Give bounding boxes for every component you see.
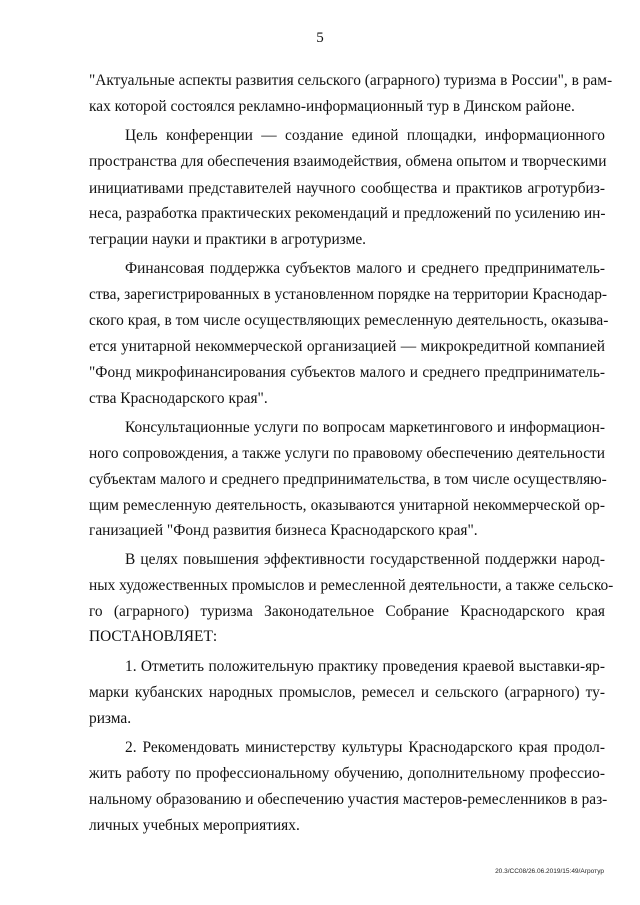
- text-line: пространства для обеспечения взаимодействия, обмена опытом и творческими: [89, 153, 607, 170]
- page-number: 5: [316, 30, 324, 46]
- text-line: ризма.: [89, 710, 132, 727]
- text-line: личных учебных мероприятиях.: [89, 817, 300, 834]
- text-line: В целях повышения эффективности государственной поддержки народ-: [125, 551, 605, 568]
- text-line: ского края, в том числе осуществляющих ремесленную деятельность, оказыва-: [89, 312, 609, 329]
- text-line: ства, зарегистрированных в установленном порядке на территории Краснодар-: [89, 286, 608, 303]
- text-line: ства Краснодарского края".: [89, 390, 268, 407]
- text-line: ПОСТАНОВЛЯЕТ:: [89, 628, 218, 645]
- text-line: Финансовая поддержка субъектов малого и среднего предприниматель-: [125, 260, 605, 277]
- text-line: ного сопровождения, а также услуги по правовому обеспечению деятельности: [89, 445, 605, 462]
- text-line: "Фонд микрофинансирования субъектов малого и среднего предприниматель-: [89, 364, 605, 381]
- text-line: 2. Рекомендовать министерству культуры Краснодарского края продол-: [125, 739, 605, 756]
- text-line: марки кубанских народных промыслов, ремесел и сельского (аграрного) ту-: [89, 684, 605, 701]
- text-line: инициативами представителей научного сообщества и практиков агротурбиз-: [89, 180, 605, 197]
- text-line: ных художественных промыслов и ремесленной деятельности, а также сельско-: [89, 577, 614, 594]
- text-line: го (аграрного) туризма Законодательное Собрание Краснодарского края: [89, 603, 605, 620]
- text-line: 1. Отметить положительную практику проведения краевой выставки-яр-: [125, 658, 605, 675]
- footer-code: 20.3/СС08/26.06.2019/15:49/Агротур: [495, 868, 604, 875]
- text-line: нальному образованию и обеспечению участия мастеров-ремесленников в раз-: [89, 791, 608, 808]
- text-line: Цель конференции — создание единой площадки, информационного: [125, 127, 605, 144]
- text-line: ется унитарной некоммерческой организацией — микрокредитной компанией: [89, 338, 605, 355]
- text-line: неса, разработка практических рекомендаций и предложений по усилению ин-: [89, 205, 606, 222]
- text-line: субъектам малого и среднего предпринимательства, в том числе осуществляю-: [89, 471, 607, 488]
- text-line: жить работу по профессиональному обучению, дополнительному профессио-: [89, 765, 605, 782]
- text-line: Консультационные услуги по вопросам маркетингового и информацион-: [125, 419, 605, 436]
- text-line: щим ремесленную деятельность, оказываются унитарной некоммерческой ор-: [89, 497, 605, 514]
- text-line: теграции науки и практики в агротуризме.: [89, 231, 367, 248]
- text-line: ганизацией "Фонд развития бизнеса Краснодарского края".: [89, 522, 478, 539]
- text-line: ках которой состоялся рекламно-информационный тур в Динском районе.: [89, 98, 575, 115]
- text-line: "Актуальные аспекты развития сельского (аграрного) туризма в России", в рам-: [89, 72, 613, 89]
